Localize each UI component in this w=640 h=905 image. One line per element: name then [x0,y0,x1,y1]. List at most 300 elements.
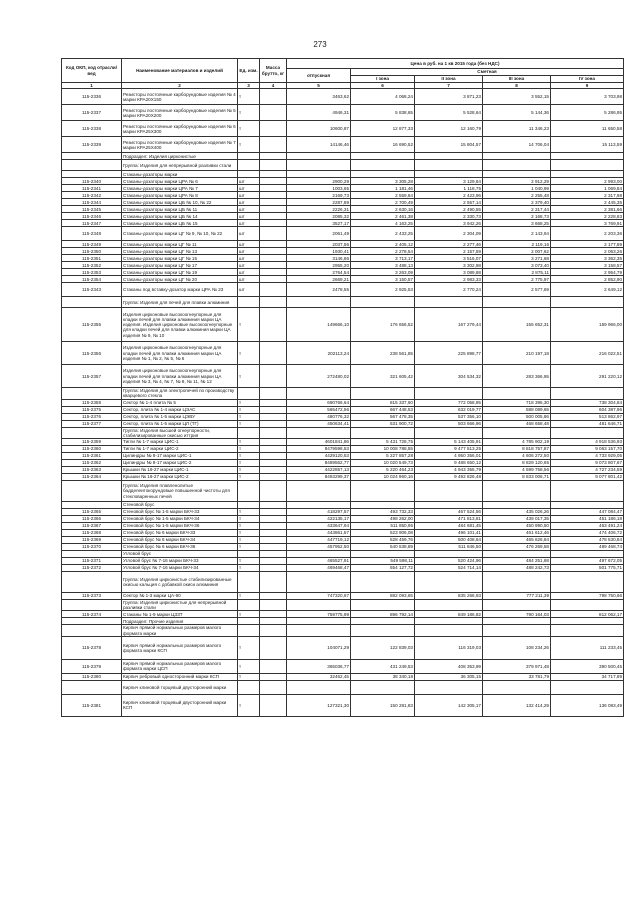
row-zone-2-price: 304 534,32 [415,365,483,388]
row-zone-2-price: 4 943 355,79 [415,467,483,474]
row-zone-1-price: 4 163,25 [351,220,415,227]
row-zone-3-price: 4 606 272,50 [483,453,551,460]
row-release-price: 690766,64 [287,399,351,406]
row-name: Стеновой брус № 6 марки БКЧ-34 [122,537,238,544]
row-zone-4-price: 5 286,95 [551,105,624,121]
table-row [62,241,624,248]
row-zone-1-price: 5 227 857,28 [351,453,415,460]
row-zone-1-price [351,160,415,171]
row-zone-3-price [483,481,551,502]
row-code: 115-2364 [62,474,122,481]
row-unit: шт [238,178,260,185]
row-zone-2-price: 2 423,96 [415,192,483,199]
row-zone-2-price: 849 186,82 [415,611,483,618]
row-mass [260,502,287,509]
row-release-price: 3146,86 [287,255,351,262]
row-unit: шт [238,262,260,269]
row-code [62,153,122,160]
row-zone-1-price: 2 405,12 [351,241,415,248]
row-zone-1-price [351,572,415,593]
row-name: Группа: Изделия для печей для плавки алюминия [122,297,238,308]
row-zone-2-price: 3 871,23 [415,89,483,105]
row-unit: т [238,694,260,716]
row-zone-1-price: 2 925,53 [351,283,415,297]
row-zone-1-price [351,502,415,509]
row-mass [260,593,287,600]
row-name: Стаканы-дозаторы марки ЦГ № 11 [122,241,238,248]
row-unit: т [238,673,260,680]
header-colnum-5: 5 [287,83,351,89]
row-zone-4-price: 15 113,59 [551,137,624,153]
row-release-price: 2169,73 [287,192,351,199]
row-code: 115-2336 [62,89,122,105]
row-mass [260,659,287,673]
row-mass [260,413,287,420]
row-unit: т [238,413,260,420]
row-zone-1-price [351,153,415,160]
row-release-price: 365036,77 [287,659,351,673]
row-zone-1-price: 540 538,89 [351,544,415,551]
row-mass [260,453,287,460]
row-zone-2-price: 2 983,33 [415,276,483,283]
row-zone-2-price: 2 157,59 [415,248,483,255]
table-row [62,593,624,600]
row-release-price [287,625,351,636]
row-name: Стеновой брус [122,502,238,509]
row-zone-2-price [415,481,483,502]
row-mass [260,365,287,388]
row-zone-3-price [483,153,551,160]
row-zone-2-price [415,502,483,509]
row-mass [260,153,287,160]
row-name: Стаканы-дозаторы марки ЦБ № 15 [122,220,238,227]
row-code: 115-2372 [62,565,122,572]
row-zone-3-price: 8 833 006,71 [483,474,551,481]
row-unit: т [238,558,260,565]
row-zone-3-price [483,625,551,636]
row-zone-4-price [551,600,624,611]
row-zone-2-price: 2 304,09 [415,227,483,241]
row-zone-1-price [351,427,415,438]
row-release-price: 3463,62 [287,89,351,105]
row-zone-1-price: 882 093,65 [351,593,415,600]
row-code: 115-2370 [62,544,122,551]
row-zone-3-price: 2 875,11 [483,269,551,276]
row-release-price: 127321,30 [287,694,351,716]
row-release-price: 2669,21 [287,276,351,283]
row-code: 115-2347 [62,220,122,227]
row-mass [260,673,287,680]
row-code: 115-2373 [62,593,122,600]
row-name: Сектор № 1-3 марки ЦА-90 [122,593,238,600]
row-name: Стаканы № 1-9 марки ЦЗЗТ [122,611,238,618]
row-unit [238,551,260,558]
row-mass [260,516,287,523]
row-mass [260,105,287,121]
row-mass [260,565,287,572]
row-code: 115-2360 [62,446,122,453]
row-unit: т [238,530,260,537]
row-mass [260,342,287,365]
row-zone-2-price: 116 319,03 [415,636,483,659]
table-row [62,420,624,427]
row-name: Тигли № 1-7 марки ЦИС-2 [122,446,238,453]
row-zone-4-price: 2 228,83 [551,213,624,220]
row-mass [260,420,287,427]
row-zone-1-price: 549 598,11 [351,558,415,565]
row-unit: шт [238,213,260,220]
row-zone-2-price [415,297,483,308]
row-zone-4-price [551,572,624,593]
row-unit: шт [238,269,260,276]
group-row [62,618,624,625]
row-zone-3-price: 2 317,44 [483,206,551,213]
row-zone-1-price: 896 792,14 [351,611,415,618]
header-colnum-3: 3 [238,83,260,89]
row-name: Резисторы постоянные карборундовые изделия № 5 марки КРА20Х200 [122,105,238,121]
row-zone-4-price: 111 233,45 [551,636,624,659]
row-mass [260,544,287,551]
row-release-price: 2226,31 [287,206,351,213]
row-zone-2-price: 4 950 356,01 [415,453,483,460]
table-row [62,502,624,509]
table-row [62,283,624,297]
row-zone-4-price: 3 703,98 [551,89,624,105]
row-release-price: 14146,46 [287,137,351,153]
row-code [62,388,122,399]
row-mass [260,460,287,467]
row-unit: шт [238,248,260,255]
table-row [62,516,624,523]
row-name: Стаканы-дозаторы марки ЦРА № 7 [122,185,238,192]
row-zone-4-price: 2 177,89 [551,241,624,248]
row-zone-3-price: 488 242,73 [483,565,551,572]
row-zone-4-price [551,618,624,625]
row-zone-3-price [483,388,551,399]
row-name: Стаканы-дозаторы марки ЦРА № 6 [122,178,238,185]
row-release-price: 465527,91 [287,558,351,565]
row-zone-4-price: 4 733 929,05 [551,453,624,460]
row-zone-3-price: 210 197,18 [483,342,551,365]
row-code: 115-2356 [62,342,122,365]
group-row [62,600,624,611]
row-mass [260,551,287,558]
row-unit: т [238,453,260,460]
row-zone-3-price: 3 668,25 [483,220,551,227]
table-row [62,694,624,716]
row-zone-4-price [551,153,624,160]
row-code: 115-2375 [62,406,122,413]
row-zone-1-price [351,297,415,308]
row-name: Цилиндры № 8-17 марки ЦИС-2 [122,460,238,467]
row-zone-1-price: 815 337,60 [351,399,415,406]
row-zone-2-price: 471 813,81 [415,516,483,523]
row-zone-2-price: 467 524,56 [415,509,483,516]
row-name: Стеновой брус № 6 марки БКЧ-33 [122,530,238,537]
row-name: Крышки № 18-27 марки ЦИС-1 [122,467,238,474]
row-mass [260,625,287,636]
row-code [62,427,122,438]
row-zone-2-price: 408 353,99 [415,659,483,673]
row-code [62,160,122,171]
row-code: 115-2366 [62,516,122,523]
row-mass [260,227,287,241]
row-zone-4-price: 9 077 801,42 [551,474,624,481]
row-unit: шт [238,185,260,192]
header-colnum-7: 7 [415,83,483,89]
row-zone-4-price [551,502,624,509]
table-row [62,178,624,185]
row-zone-4-price: 216 022,51 [551,342,624,365]
row-zone-2-price: 2 770,24 [415,283,483,297]
table-row [62,439,624,446]
table-row [62,199,624,206]
row-release-price: 3527,17 [287,220,351,227]
row-zone-2-price [415,153,483,160]
row-mass [260,213,287,220]
row-code [62,600,122,611]
row-unit: шт [238,276,260,283]
row-zone-3-price: 2 255,48 [483,192,551,199]
row-code: 115-2380 [62,673,122,680]
row-zone-3-price: 33 781,79 [483,673,551,680]
row-mass [260,680,287,694]
header-name: Наименование материалов и изделий [122,59,238,83]
row-mass [260,509,287,516]
row-mass [260,523,287,530]
row-mass [260,600,287,611]
row-name: Стаканы-дозаторы марки ЦГ № 17 [122,262,238,269]
row-name: Сектор, плита № 1-4 марки ЦЭАС [122,406,238,413]
row-zone-3-price: 484 251,68 [483,558,551,565]
row-zone-3-price: 468 658,48 [483,420,551,427]
row-name: Стаканы-дозаторы марки ЦБ № 10, № 22 [122,199,238,206]
row-mass [260,137,287,153]
row-zone-4-price: 2 852,90 [551,276,624,283]
row-release-price: 32462,45 [287,673,351,680]
row-code: 115-2359 [62,439,122,446]
row-mass [260,255,287,262]
row-release-price [287,388,351,399]
row-zone-3-price [483,160,551,171]
row-zone-4-price: 447 084,47 [551,509,624,516]
header-zone-3: III зона [483,76,551,83]
row-zone-1-price: 321 605,42 [351,365,415,388]
row-code [62,625,122,636]
row-release-price: 443861,57 [287,530,351,537]
table-row [62,248,624,255]
row-zone-2-price [415,572,483,593]
row-name: Тигли № 1-7 марки ЦИС-1 [122,439,238,446]
row-code: 115-2365 [62,509,122,516]
row-zone-3-price: 465 626,84 [483,537,551,544]
row-zone-4-price: 34 717,89 [551,673,624,680]
row-zone-1-price: 667 448,53 [351,406,415,413]
row-mass [260,241,287,248]
row-zone-3-price: 132 414,29 [483,694,551,716]
row-zone-3-price: 790 164,03 [483,611,551,618]
table-row [62,269,624,276]
row-release-price: 4601841,86 [287,439,351,446]
row-unit: шт [238,255,260,262]
row-zone-2-price: 3 129,84 [415,178,483,185]
row-code: 115-2354 [62,276,122,283]
row-zone-4-price: 9 063 157,70 [551,446,624,453]
row-zone-4-price: 812 062,17 [551,611,624,618]
row-zone-1-price: 38 340,18 [351,673,415,680]
row-release-price: 422135,17 [287,516,351,523]
row-name: Стаканы-дозаторы марки [122,171,238,178]
price-table [61,58,624,717]
row-name: Стаканы-дозаторы марки ЦГ № 13 [122,248,238,255]
row-zone-2-price: 15 804,57 [415,137,483,153]
row-unit: т [238,611,260,618]
row-zone-4-price: 489 468,74 [551,544,624,551]
table-row [62,342,624,365]
row-zone-1-price: 523 906,08 [351,530,415,537]
table-row [62,185,624,192]
row-name: Стеновой брус № 1-5 марки БКЧ-34 [122,516,238,523]
row-code: 115-2353 [62,269,122,276]
row-release-price: 1003,65 [287,185,351,192]
row-zone-2-price: 772 058,95 [415,399,483,406]
table-row [62,89,624,105]
row-mass [260,530,287,537]
row-zone-3-price: 439 017,35 [483,516,551,523]
row-mass [260,558,287,565]
row-name: Группа: Изделия цирконистые стабилизированные окисью кальция с добавкой окиси алюминия [122,572,238,593]
row-release-price: 4946,31 [287,105,351,121]
row-zone-4-price: 3 769,91 [551,220,624,227]
row-zone-1-price: 2 630,16 [351,206,415,213]
row-zone-1-price [351,600,415,611]
row-code: 115-2381 [62,694,122,716]
table-row [62,551,624,558]
row-zone-4-price: 738 304,84 [551,399,624,406]
row-release-price: 759775,99 [287,611,351,618]
row-zone-2-price: 142 305,17 [415,694,483,716]
table-body [62,89,624,717]
row-release-price [287,502,351,509]
table-row [62,276,624,283]
row-code: 115-2378 [62,636,122,659]
table-header [62,59,624,89]
row-release-price [287,297,351,308]
row-zone-3-price [483,572,551,593]
table-row [62,121,624,137]
row-zone-1-price: 3 713,17 [351,255,415,262]
row-zone-1-price [351,171,415,178]
row-mass [260,636,287,659]
row-zone-2-price: 9 488 650,12 [415,460,483,467]
row-release-price: 4429120,53 [287,453,351,460]
row-code [62,502,122,509]
row-unit [238,618,260,625]
row-zone-3-price: 476 269,58 [483,544,551,551]
table-row [62,262,624,269]
row-zone-2-price [415,171,483,178]
row-unit: т [238,446,260,453]
row-unit: т [238,308,260,342]
row-mass [260,481,287,502]
row-unit: т [238,659,260,673]
row-name: Изделия цирконовые высокоогнеупорные для кладки печей для плавки алюминия марки ЦА изделия. Изделия цирконовые высокоогнеупорные для кладки печей для плавки алюминия марки ЦА изделия № 9, № 10 [122,308,238,342]
row-mass [260,269,287,276]
row-unit [238,388,260,399]
row-zone-1-price: 567 478,35 [351,413,415,420]
row-zone-2-price [415,600,483,611]
table-row [62,453,624,460]
row-zone-2-price: 36 305,15 [415,673,483,680]
row-zone-1-price: 498 262,00 [351,516,415,523]
row-code [62,551,122,558]
row-zone-2-price: 511 846,50 [415,544,483,551]
row-release-price: 2478,55 [287,283,351,297]
row-zone-1-price: 5 220 464,23 [351,467,415,474]
row-mass [260,388,287,399]
row-zone-1-price: 10 008 788,55 [351,446,415,453]
row-zone-4-price: 478 530,84 [551,537,624,544]
row-unit: т [238,460,260,467]
row-code: 115-2342 [62,192,122,199]
row-release-price: 202113,24 [287,342,351,365]
row-zone-1-price [351,618,415,625]
row-name: Стаканы-дозаторы марки ЦГ № 20 [122,276,238,283]
row-zone-1-price: 12 877,33 [351,121,415,137]
row-code: 115-2351 [62,255,122,262]
row-name: Сектор № 1-4 плита № 5 [122,399,238,406]
row-code: 115-2350 [62,248,122,255]
row-name: Стаканы-дозаторы марки ЦГ № 9, № 10, № 22 [122,227,238,241]
table-row [62,308,624,342]
row-name: Подраздел: Изделия цирконистые [122,153,238,160]
row-unit: т [238,121,260,137]
table-row [62,467,624,474]
row-unit: т [238,406,260,413]
row-zone-3-price [483,502,551,509]
row-zone-4-price: 2 993,00 [551,178,624,185]
table-row [62,365,624,388]
row-unit: шт [238,192,260,199]
row-release-price [287,160,351,171]
table-row [62,399,624,406]
row-zone-1-price [351,551,415,558]
row-zone-3-price: 4 599 758,56 [483,467,551,474]
row-zone-3-price: 435 026,26 [483,509,551,516]
table-row [62,636,624,659]
row-release-price [287,680,351,694]
row-mass [260,89,287,105]
row-zone-4-price: 451 186,18 [551,516,624,523]
row-zone-1-price: 2 559,84 [351,192,415,199]
row-unit: т [238,89,260,105]
row-zone-3-price: 3 271,68 [483,255,551,262]
row-name: Кирпич прямой нормальных размеров малого формата марки КСП [122,636,238,659]
row-zone-3-price: 11 346,23 [483,121,551,137]
row-release-price: 2085,32 [287,213,351,220]
row-zone-1-price: 1 181,46 [351,185,415,192]
row-mass [260,611,287,618]
row-mass [260,572,287,593]
row-name: Стаканы-дозаторы марки ЦБ № 14 [122,213,238,220]
row-zone-3-price: 1 040,99 [483,185,551,192]
row-unit: т [238,474,260,481]
row-release-price: 457952,50 [287,544,351,551]
row-zone-4-price: 604 387,96 [551,406,624,413]
row-zone-3-price: 108 234,26 [483,636,551,659]
row-zone-4-price: 390 500,45 [551,659,624,673]
table-row [62,220,624,227]
